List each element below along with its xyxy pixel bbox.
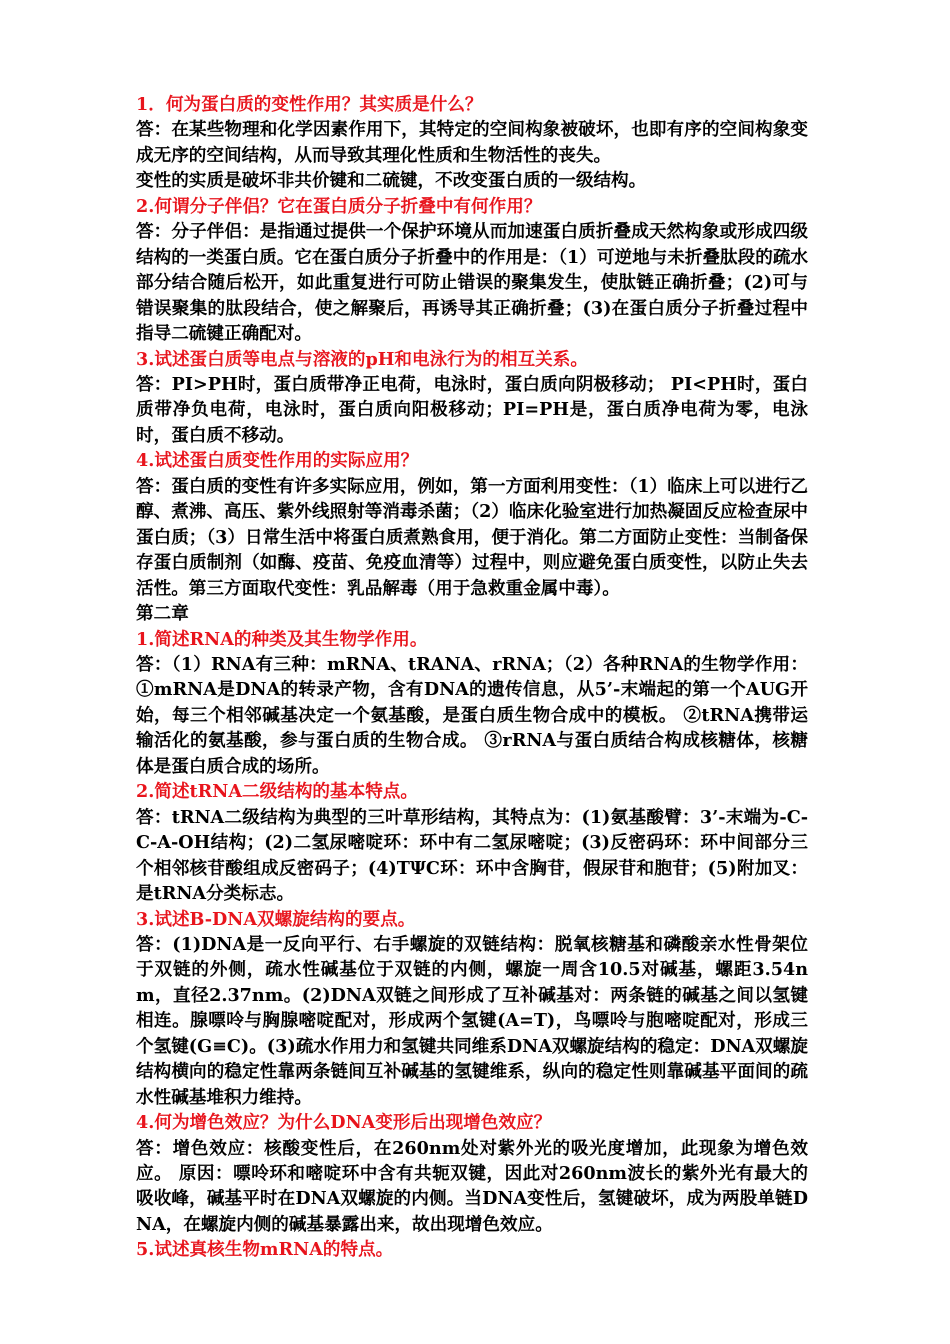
answer-paragraph: 答：在某些物理和化学因素作用下，其特定的空间构象被破坏，也即有序的空间构象变成无序的空间结构，从而导致其理化性质和生物活性的丧失。 bbox=[136, 119, 808, 166]
answer-paragraph: 变性的实质是破坏非共价键和二硫键，不改变蛋白质的一级结构。 bbox=[136, 170, 647, 192]
chapter-heading: 第二章 bbox=[136, 603, 189, 625]
question-heading: 3.试述B-DNA双螺旋结构的要点。 bbox=[136, 908, 416, 930]
document-page bbox=[136, 92, 808, 1263]
question-heading: 3.试述蛋白质等电点与溶液的pH和电泳行为的相互关系。 bbox=[136, 348, 588, 370]
question-heading: 4.试述蛋白质变性作用的实际应用？ bbox=[136, 450, 419, 472]
answer-paragraph: 答：PI>PH时，蛋白质带净正电荷，电泳时，蛋白质向阴极移动； PI<PH时，蛋白质带净负电荷，电泳时，蛋白质向阳极移动；PI=PH是，蛋白质净电荷为零，电泳时，蛋白质不移动。 bbox=[136, 373, 808, 446]
question-heading: 1.简述RNA的种类及其生物学作用。 bbox=[136, 628, 428, 650]
question-heading: 2.何谓分子伴侣？它在蛋白质分子折叠中有何作用？ bbox=[136, 195, 542, 217]
answer-paragraph: 答：(1)DNA是一反向平行、右手螺旋的双链结构：脱氧核糖基和磷酸亲水性骨架位于双链的外侧，疏水性碱基位于双链的内侧，螺旋一周含10.5对碱基，螺距3.54nm，直径2.37nm。(2)DNA双链之间形成了互补碱基对：两条链的碱基之间以氢键相连。腺嘌呤与胸腺嘧啶配对，形成两个氢键(A=T)，鸟嘌呤与胞嘧啶配对，形成三个氢键(G≡C)。(3)疏水作用力和氢键共同维系DNA双螺旋结构的稳定：DNA双螺旋结构横向的稳定性靠两条链间互补碱基的氢键维系，纵向的稳定性则靠碱基平面间的疏水性碱基堆积力维持。 bbox=[136, 933, 808, 1108]
question-heading: 5.试述真核生物mRNA的特点。 bbox=[136, 1239, 394, 1261]
question-heading: 4.何为增色效应？为什么DNA变形后出现增色效应？ bbox=[136, 1112, 552, 1134]
answer-paragraph: 答：分子伴侣：是指通过提供一个保护环境从而加速蛋白质折叠成天然构象或形成四级结构的一类蛋白质。它在蛋白质分子折叠中的作用是：（1）可逆地与未折叠肽段的疏水部分结合随后松开，如此重复进行可防止错误的聚集发生，使肽链正确折叠；(2)可与错误聚集的肽段结合，使之解聚后，再诱导其正确折叠；(3)在蛋白质分子折叠过程中指导二硫键正确配对。 bbox=[136, 221, 809, 345]
answer-paragraph: 答：（1）RNA有三种：mRNA、tRANA、rRNA；（2）各种RNA的生物学作用：①mRNA是DNA的转录产物，含有DNA的遗传信息，从5’-末端起的第一个AUG开始，每三个相邻碱基决定一个氨基酸，是蛋白质生物合成中的模板。 ②tRNA携带运输活化的氨基酸，参与蛋白质的生物合成。 ③rRNA与蛋白质结合构成核糖体，核糖体是蛋白质合成的场所。 bbox=[136, 653, 808, 777]
question-heading: 2.简述tRNA二级结构的基本特点。 bbox=[136, 781, 418, 803]
answer-paragraph: 答：增色效应：核酸变性后，在260nm处对紫外光的吸光度增加，此现象为增色效应。 原因：嘌呤环和嘧啶环中含有共轭双键，因此对260nm波长的紫外光有最大的吸收峰，碱基平时在DNA双螺旋的内侧。当DNA变性后，氢键破坏，成为两股单链DNA，在螺旋内侧的碱基暴露出来，故出现增色效应。 bbox=[136, 1137, 808, 1235]
answer-paragraph: 答：蛋白质的变性有许多实际应用，例如，第一方面利用变性：（1）临床上可以进行乙醇、煮沸、高压、紫外线照射等消毒杀菌；（2）临床化验室进行加热凝固反应检查尿中蛋白质；（3）日常生活中将蛋白质煮熟食用，便于消化。第二方面防止变性：当制备保存蛋白质制剂（如酶、疫苗、免疫血清等）过程中，则应避免蛋白质变性，以防止失去活性。第三方面取代变性：乳品解毒（用于急救重金属中毒）。 bbox=[136, 475, 809, 599]
answer-paragraph: 答：tRNA二级结构为典型的三叶草形结构，其特点为：(1)氨基酸臂：3’-末端为-C-C-A-OH结构；(2)二氢尿嘧啶环：环中有二氢尿嘧啶；(3)反密码环：环中间部分三个相邻核苷酸组成反密码子；(4)TΨC环：环中含胸苷，假尿苷和胞苷；(5)附加叉：是tRNA分类标志。 bbox=[136, 806, 808, 905]
question-heading: 1．何为蛋白质的变性作用？其实质是什么？ bbox=[136, 94, 483, 115]
